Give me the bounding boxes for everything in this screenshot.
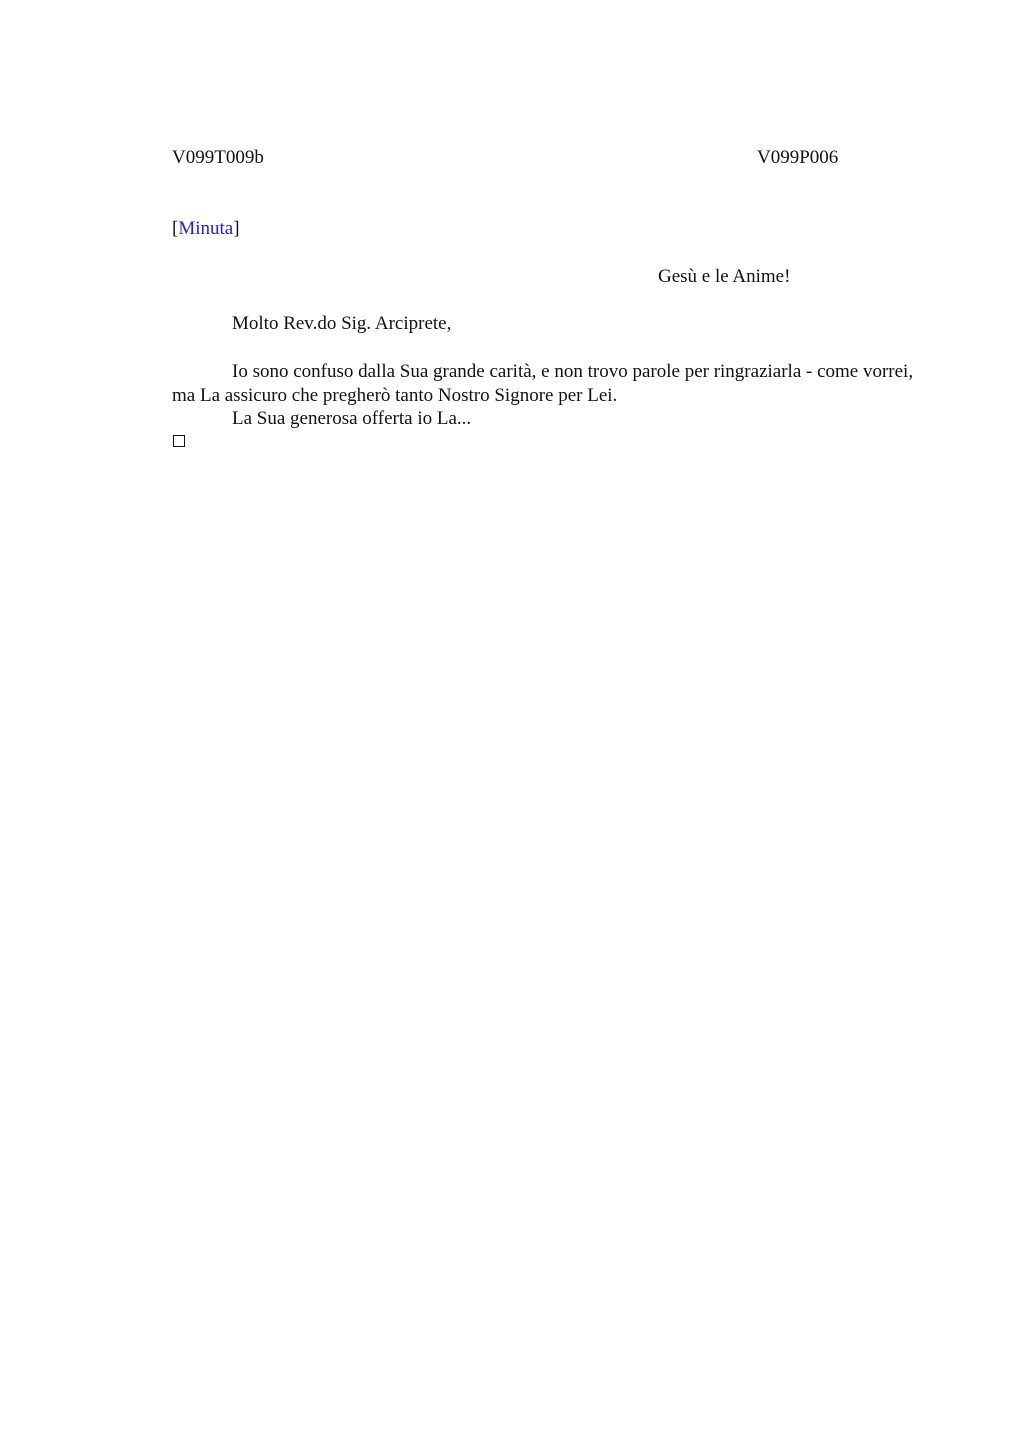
letter-paragraph-2: La Sua generosa offerta io La... (232, 408, 472, 429)
letter-salutation: Molto Rev.do Sig. Arciprete, (232, 313, 452, 334)
open-bracket: [ (172, 218, 179, 239)
minuta-link[interactable]: Minuta (178, 218, 234, 239)
empty-square-icon (173, 435, 185, 447)
letter-paragraph-1: Io sono confuso dalla Sua grande carità, e non trovo parole per ringraziarla - come vorrei, ma La assicuro che pregherò tanto Nostro Signore per Lei. (172, 361, 914, 406)
close-bracket: ] (233, 218, 240, 239)
minuta-note (172, 217, 240, 241)
document-code-left: V099T009b (172, 147, 264, 168)
letter-motto: Gesù e le Anime! (658, 266, 791, 287)
document-code-right: V099P006 (757, 147, 839, 168)
